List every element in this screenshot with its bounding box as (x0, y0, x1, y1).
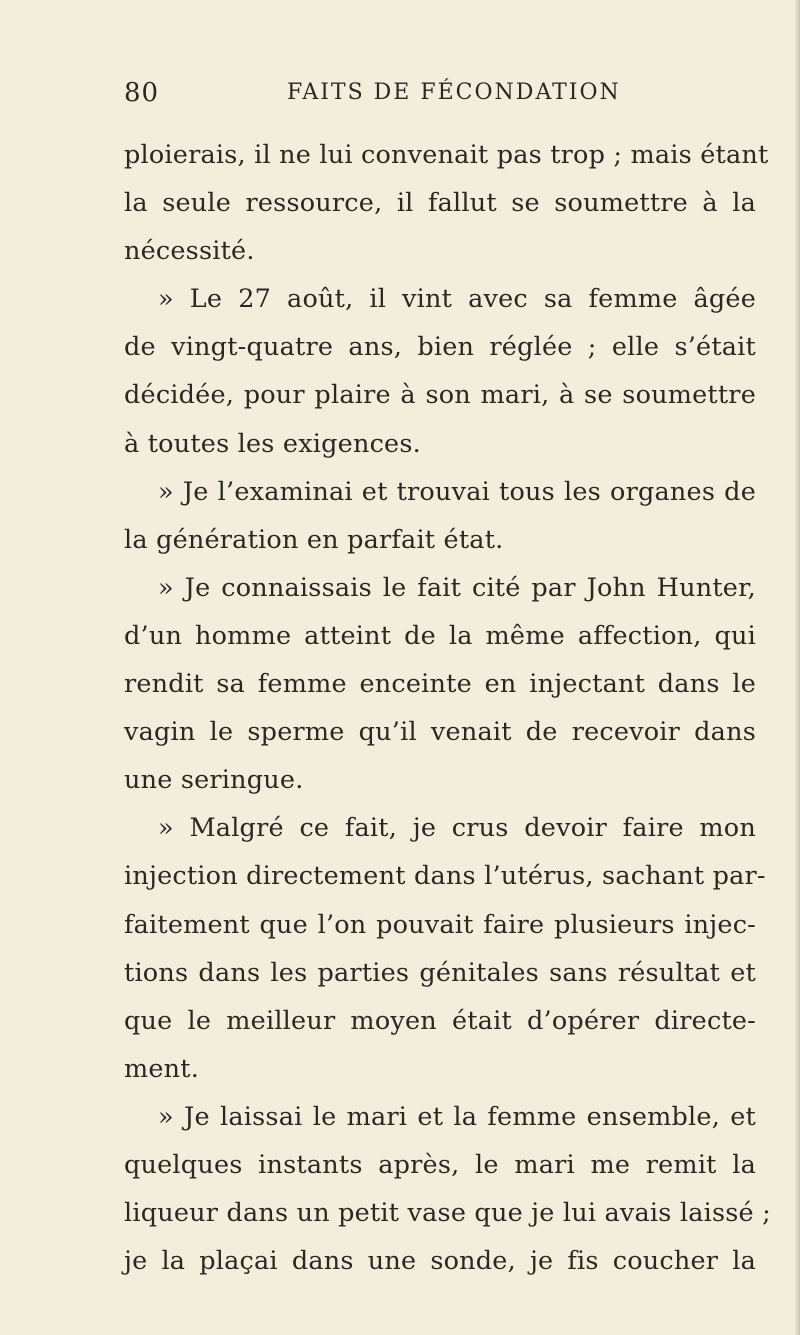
text-line: de vingt-quatre ans, bien réglée ; elle s’était (124, 332, 756, 363)
text-line: d’un homme atteint de la même affection, qui (124, 620, 756, 651)
text-line: » Malgré ce fait, je crus devoir faire mon (158, 813, 756, 844)
text-line: ploierais, il ne lui convenait pas trop ; mais étant (124, 140, 769, 170)
text-line: rendit sa femme enceinte en injectant dans le (124, 669, 756, 700)
text-line: nécessité. (124, 236, 255, 267)
text-line: faitement que l’on pouvait faire plusieurs injec- (124, 909, 756, 940)
text-line: que le meilleur moyen était d’opérer directe- (124, 1005, 756, 1036)
text-line: une seringue. (124, 765, 304, 796)
body-text (124, 131, 771, 1285)
text-line: » Je connaissais le fait cité par John Hunter, (158, 572, 756, 603)
text-line: » Je l’examinai et trouvai tous les organes de (158, 476, 756, 507)
text-line: à toutes les exigences. (124, 428, 421, 459)
text-line: quelques instants après, le mari me remit la (124, 1149, 756, 1180)
text-line: la seule ressource, il fallut se soumettre à la (124, 188, 756, 219)
page-number: 80 (124, 78, 160, 108)
page-header (124, 78, 756, 114)
text-line: » Je laissai le mari et la femme ensemble, et (158, 1101, 756, 1132)
text-line: la génération en parfait état. (124, 524, 504, 555)
text-line: ment. (124, 1053, 200, 1084)
text-line: décidée, pour plaire à son mari, à se soumettre (124, 380, 756, 411)
running-title: FAITS DE FÉCONDATION (287, 80, 621, 105)
text-line: je la plaçai dans une sonde, je fis coucher la (124, 1246, 756, 1277)
text-line: liqueur dans un petit vase que je lui avais laissé ; (124, 1198, 771, 1229)
page-edge-shadow (794, 0, 800, 1335)
text-line: injection directement dans l’utérus, sachant par- (124, 861, 766, 892)
text-line: vagin le sperme qu’il venait de recevoir dans (124, 717, 756, 748)
text-line: » Le 27 août, il vint avec sa femme âgée (158, 284, 756, 315)
text-line: tions dans les parties génitales sans résultat et (124, 957, 756, 988)
